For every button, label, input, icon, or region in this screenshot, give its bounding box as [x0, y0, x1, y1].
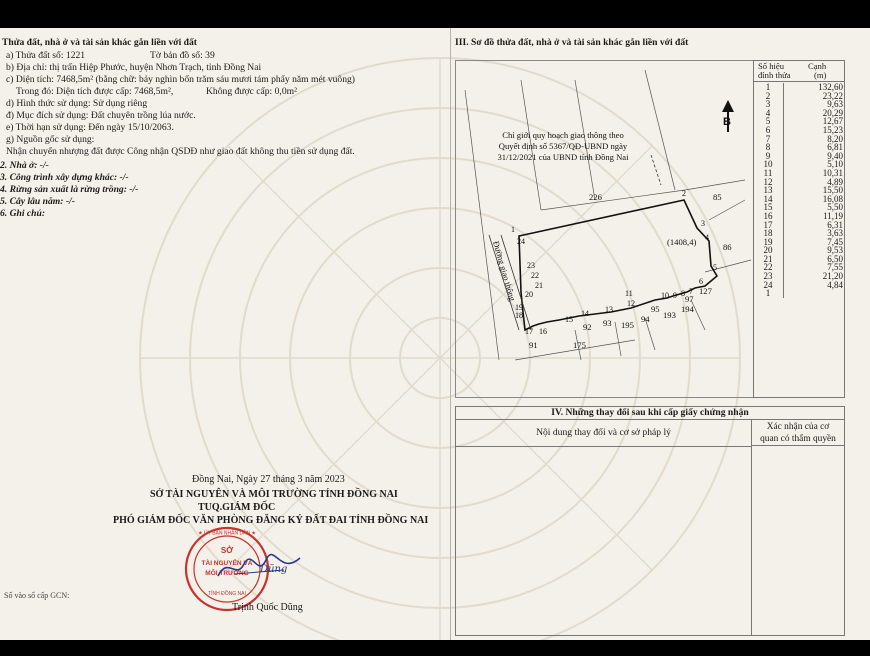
section-1-title: Thửa đất, nhà ở và tài sản khác gắn liền với đất	[2, 37, 197, 48]
authority-confirmation-header	[752, 420, 844, 446]
signer-name: Trịnh Quốc Dũng	[232, 602, 303, 613]
edge-length-cell: 7,55	[827, 262, 843, 273]
edge-length-cell: 9,53	[827, 245, 843, 256]
edge-length-table	[753, 83, 845, 298]
certificate-sheet	[0, 28, 870, 640]
vertex-24: 24	[517, 237, 525, 246]
vertex-cell: 16	[753, 212, 784, 221]
vertex-8: 8	[681, 289, 685, 298]
edge-length-cell: 15,50	[822, 185, 843, 196]
planted-forest-item: 4. Rừng sản xuất là rừng trồng: -/-	[0, 184, 139, 195]
edge-length-cell: 6,50	[827, 253, 843, 264]
stamp-bottom-text: TỈNH ĐỒNG NAI	[208, 591, 246, 597]
vertex-cell: 10	[753, 160, 784, 169]
edge-length-cell: 9,40	[827, 150, 843, 161]
section-3-title: III. Sơ đồ thửa đất, nhà ở và tài sản khác gắn liền với đất	[455, 37, 689, 48]
table-row	[753, 289, 845, 298]
edge-length-cell: 6,81	[827, 142, 843, 153]
neighbor-175: 175	[573, 340, 586, 350]
granted-area: Trong đó: Diện tích được cấp: 7468,5m²,	[16, 86, 174, 97]
vertex-cell: 19	[753, 238, 784, 247]
stamp-mid2-text: MÔI TRƯỜNG	[205, 570, 249, 577]
vertex-19: 19	[515, 303, 523, 312]
parcel-area-label: (1408,4)	[667, 237, 697, 247]
vertex-cell: 23	[753, 272, 784, 281]
vertex-5: 5	[713, 263, 717, 272]
vertex-cell: 4	[753, 109, 784, 118]
edge-length-cell: 16,08	[822, 193, 843, 204]
neighbor-193: 193	[663, 310, 676, 320]
plan-note-3: 31/12/2021 của UBND tỉnh Đồng Nai	[497, 152, 629, 162]
stamp-top-text: SỞ	[220, 546, 234, 555]
neighbor-127: 127	[699, 286, 712, 296]
vertex-21: 21	[535, 281, 543, 290]
vertex-cell: 14	[753, 195, 784, 204]
vertex-16: 16	[539, 327, 547, 336]
issuing-office: SỞ TÀI NGUYÊN VÀ MÔI TRƯỜNG TỈNH ĐỒNG NAI	[150, 489, 398, 500]
edge-length-cell: 3,63	[827, 228, 843, 239]
edge-length-cell: 10,31	[822, 167, 843, 178]
section-4-title: IV. Những thay đổi sau khi cấp giấy chứng nhận	[456, 407, 844, 420]
left-pane	[0, 28, 448, 640]
edge-length-cell: 23,22	[822, 90, 843, 101]
parcel-sketch	[455, 60, 753, 398]
parcel-number: a) Thửa đất số: 1221	[6, 50, 86, 61]
vertex-2: 2	[682, 189, 686, 198]
table-head-edge: Cạnh	[808, 61, 827, 71]
edge-length-cell: 12,67	[822, 116, 843, 127]
vertex-22: 22	[531, 271, 539, 280]
table-head-vertex-2: đỉnh thửa	[758, 70, 791, 80]
usage-term: e) Thời hạn sử dụng: Đến ngày 15/10/2063.	[6, 122, 174, 133]
page-divider	[450, 28, 451, 640]
usage-origin-detail: Nhận chuyển nhượng đất được Công nhận QSDĐ như giao đất không thu tiền sử dụng đất.	[6, 146, 355, 157]
authorization-line: TUQ.GIÁM ĐỐC	[198, 502, 276, 513]
vertex-20: 20	[525, 290, 533, 299]
usage-origin: g) Nguồn gốc sử dụng:	[6, 134, 95, 145]
vertex-cell: 20	[753, 246, 784, 255]
vertex-cell: 11	[753, 169, 784, 178]
vertex-cell: 5	[753, 117, 784, 126]
vertex-23: 23	[527, 261, 535, 270]
edge-length-cell: 4,84	[827, 279, 843, 290]
edge-length-cell: 9,63	[827, 99, 843, 110]
plan-note-1: Chỉ giới quy hoạch giao thông theo	[502, 130, 624, 140]
vertex-cell: 13	[753, 186, 784, 195]
vertex-9: 9	[673, 291, 677, 300]
edge-length-cell: 11,19	[823, 210, 843, 221]
table-head-vertex: Số hiệu	[758, 61, 785, 71]
authority-header-line-1: Xác nhận của cơ	[766, 422, 830, 432]
handwritten-signature	[214, 550, 304, 586]
edge-length-cell	[784, 289, 846, 298]
neighbor-94: 94	[641, 314, 650, 324]
edge-length-cell: 6,31	[827, 219, 843, 230]
changes-column-divider	[751, 446, 752, 636]
other-construction-item: 3. Công trình xây dựng khác: -/-	[0, 172, 129, 183]
vertex-cell: 24	[753, 281, 784, 290]
deputy-director-title: PHÓ GIÁM ĐỐC VĂN PHÒNG ĐĂNG KÝ ĐẤT ĐAI TỈNH ĐỒNG NAI	[113, 515, 429, 526]
edge-length-cell: 21,20	[822, 271, 843, 282]
vertex-cell: 15	[753, 203, 784, 212]
vertex-cell: 22	[753, 263, 784, 272]
neighbor-86: 86	[723, 242, 732, 252]
usage-form: d) Hình thức sử dụng: Sử dụng riêng	[6, 98, 148, 109]
vertex-1: 1	[511, 225, 515, 234]
vertex-cell: 1	[753, 289, 784, 298]
perennial-tree-item: 5. Cây lâu năm: -/-	[0, 196, 75, 207]
signature-text: Dũng	[260, 564, 288, 575]
authority-header-line-2: quan có thẩm quyền	[760, 434, 836, 444]
parcel-area: c) Diện tích: 7468,5m² (bằng chữ: bảy nghìn bốn trăm sáu mươi tám phẩy năm mét vuông)	[6, 74, 355, 85]
table-head-unit: (m)	[814, 70, 827, 80]
vertex-18: 18	[515, 311, 523, 320]
vertex-cell: 2	[753, 92, 784, 101]
vertex-cell: 21	[753, 255, 784, 264]
vertex-10: 10	[661, 291, 669, 300]
edge-length-cell: 15,23	[822, 124, 843, 135]
edge-length-cell: 4,89	[827, 176, 843, 187]
road-label: Đường giao thông	[491, 239, 518, 303]
neighbor-85: 85	[713, 192, 722, 202]
vertex-cell: 6	[753, 126, 784, 135]
parcel-address: b) Địa chỉ: thị trấn Hiệp Phước, huyện Nhơn Trạch, tỉnh Đồng Nai	[6, 62, 262, 73]
neighbor-91: 91	[529, 340, 538, 350]
notes-item: 6. Ghi chú:	[0, 208, 46, 219]
edge-length-cell: 20,29	[822, 107, 843, 118]
map-sheet-number: Tờ bản đồ số: 39	[150, 50, 215, 61]
vertex-14: 14	[581, 309, 589, 318]
vertex-13: 13	[605, 305, 613, 314]
vertex-15: 15	[565, 315, 573, 324]
north-letter: B	[723, 116, 731, 128]
neighbor-195: 195	[621, 320, 634, 330]
neighbor-93: 93	[603, 318, 612, 328]
neighbor-226: 226	[589, 192, 602, 202]
house-item: 2. Nhà ở: -/-	[0, 160, 49, 171]
vertex-cell: 18	[753, 229, 784, 238]
north-arrow-icon	[722, 100, 734, 132]
changes-section	[455, 406, 845, 636]
vertex-cell: 3	[753, 100, 784, 109]
vertex-cell: 9	[753, 152, 784, 161]
vertex-cell: 8	[753, 143, 784, 152]
vertex-cell: 1	[753, 83, 784, 92]
stamp-ring-text: ★ ỦY BAN NHÂN DÂN ★	[198, 530, 256, 537]
vertex-cell: 17	[753, 221, 784, 230]
neighbor-194: 194	[681, 304, 694, 314]
stamp-mid-text: TÀI NGUYÊN VÀ	[201, 560, 253, 567]
vertex-12: 12	[627, 299, 635, 308]
vertex-4: 4	[705, 233, 709, 242]
vertex-7: 7	[689, 287, 693, 296]
plan-note-2: Quyết định số 5367/QĐ-UBND ngày	[498, 141, 628, 151]
vertex-6: 6	[699, 277, 703, 286]
edge-length-cell: 8,20	[827, 133, 843, 144]
neighbor-92: 92	[583, 322, 592, 332]
vertex-17: 17	[525, 327, 533, 336]
edge-length-cell: 132,60	[818, 82, 843, 92]
vertex-11: 11	[625, 289, 633, 298]
issue-date: Đồng Nai, Ngày 27 tháng 3 năm 2023	[192, 474, 345, 485]
usage-purpose: đ) Mục đích sử dụng: Đất chuyên trồng lúa nước.	[6, 110, 196, 121]
not-granted-area: Không được cấp: 0,0m²	[206, 86, 297, 97]
vertex-3: 3	[701, 219, 705, 228]
registry-number-label: Số vào sổ cấp GCN:	[4, 591, 70, 600]
changes-content-header: Nội dung thay đổi và cơ sở pháp lý	[456, 420, 752, 447]
vertex-cell: 12	[753, 178, 784, 187]
edge-length-cell: 7,45	[827, 236, 843, 247]
vertex-cell: 7	[753, 135, 784, 144]
edge-length-cell: 5,10	[827, 159, 843, 170]
edge-length-cell: 5,50	[827, 202, 843, 213]
neighbor-97: 97	[685, 294, 694, 304]
neighbor-95: 95	[651, 304, 660, 314]
